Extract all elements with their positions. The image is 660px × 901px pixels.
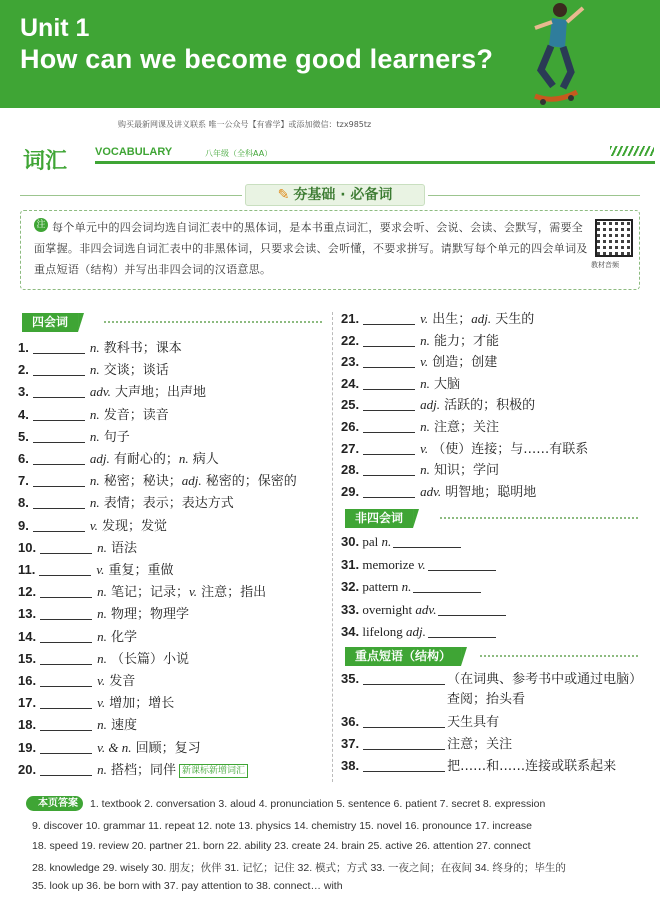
item-meaning: 秘密的；保密的 [201, 474, 297, 490]
item-meaning: 创造；创建 [428, 355, 498, 371]
item-number: 8. [18, 495, 29, 511]
part-of-speech: adv. [415, 601, 437, 617]
item-number: 33. [341, 601, 360, 617]
item-number: 19. [18, 739, 37, 755]
column-divider [332, 312, 333, 782]
vocab-item [18, 760, 248, 780]
english-word: memorize [359, 556, 418, 572]
top-note: 购买最新网课及讲义联系 唯一公众号【有睿学】或添加微信：tzx985tz [118, 120, 372, 129]
answer-blank[interactable] [363, 463, 415, 476]
item-number: 35. [341, 671, 360, 686]
item-number: 24. [341, 375, 360, 391]
vocab-item [18, 649, 189, 669]
phrase-item-continued: 查阅；抬头看 [447, 692, 526, 707]
item-number: 29. [341, 483, 360, 499]
item-number: 16. [18, 673, 37, 688]
item-meaning: 知识；学问 [429, 463, 499, 479]
vocab-header-cn: 词汇 [23, 149, 68, 174]
item-meaning: 注意；关注 [447, 737, 513, 752]
item-separator: ； [165, 452, 179, 467]
part-of-speech: n. [97, 650, 107, 666]
vocab-item [341, 374, 460, 394]
answer-blank[interactable] [33, 363, 85, 376]
vocab-item [18, 671, 135, 691]
part-of-speech: v. [417, 556, 426, 572]
item-meaning: 能力；才能 [429, 333, 499, 349]
answer-blank[interactable] [363, 759, 445, 772]
answer-blank[interactable] [40, 763, 92, 776]
answer-blank[interactable] [40, 607, 92, 620]
item-number: 21. [341, 311, 360, 326]
answer-blank[interactable] [363, 715, 445, 728]
vocab-item [341, 460, 499, 480]
title-rule-left [20, 195, 242, 196]
note-badge: 注 [34, 218, 48, 232]
part-of-speech: n. [420, 332, 430, 348]
answer-blank[interactable] [33, 341, 85, 354]
part-of-speech: v. [96, 562, 105, 577]
header-stripes [610, 146, 654, 156]
part-of-speech: v. & n. [97, 739, 132, 755]
part-of-speech: adj. [420, 397, 440, 413]
item-meaning: 秘密；秘诀 [99, 474, 169, 490]
part-of-speech: v. [420, 354, 429, 370]
vocab-item [18, 360, 169, 380]
part-of-speech: n. [401, 579, 412, 594]
unit-title: How can we become good learners? [20, 44, 494, 74]
item-number: 28. [341, 462, 360, 478]
vocab-item [18, 338, 182, 358]
answer-blank[interactable] [40, 541, 92, 554]
answer-blank[interactable] [393, 535, 461, 548]
item-meaning: 发音；读音 [99, 407, 169, 423]
answer-blank[interactable] [40, 585, 92, 598]
new-word-tag: 新课标新增词汇 [179, 764, 248, 778]
qr-label: 教材音频 [591, 261, 619, 269]
phrase-item [341, 756, 616, 776]
answer-blank[interactable] [33, 385, 85, 398]
vocab-item [341, 482, 536, 502]
item-meaning: 速度 [106, 718, 137, 734]
item-meaning: 教科书；课本 [99, 341, 182, 356]
answer-blank[interactable] [33, 496, 85, 509]
item-number: 10. [18, 539, 37, 555]
item-number: 7. [18, 473, 29, 489]
item-number: 9. [18, 517, 29, 533]
item-number: 22. [341, 332, 360, 348]
phrase-item [341, 669, 642, 689]
answer-blank[interactable] [33, 452, 85, 465]
item-number: 27. [341, 440, 360, 456]
item-meaning: 明智地；聪明地 [441, 484, 537, 500]
part-of-speech: n. [178, 451, 189, 466]
item-number: 32. [341, 579, 360, 594]
item-number: 13. [18, 606, 37, 622]
vocab-item [341, 395, 535, 415]
unit-number: Unit 1 [20, 14, 90, 42]
item-meaning: 天生的 [491, 312, 535, 327]
answer-blank[interactable] [363, 312, 415, 325]
instructions-box [20, 210, 640, 290]
dotted-rule [104, 321, 322, 323]
vocab-item [18, 493, 234, 513]
part-of-speech: n. [89, 428, 100, 444]
answer-key [26, 795, 646, 895]
part-of-speech: n. [89, 473, 100, 489]
vocab-item [18, 604, 189, 624]
item-meaning: （长篇）小说 [106, 651, 189, 667]
answer-blank[interactable] [413, 580, 481, 593]
vocab-item [18, 627, 137, 647]
answer-line: 28. knowledge 29. wisely 30. 朋友；伙伴 31. 记忆；记住 32. 模式；方式 33. 一夜之间；在夜间 34. 终身的；毕生的 [32, 862, 566, 874]
english-word: pattern [359, 579, 402, 594]
answer-line: 9. discover 10. grammar 11. repeat 12. note 13. physics 14. chemistry 15. novel 16. pronounce 17. increase [32, 820, 533, 832]
qr-code-icon[interactable] [595, 219, 633, 257]
item-number: 25. [341, 397, 360, 413]
part-of-speech: n. [97, 606, 107, 622]
answer-line: 1. textbook 2. conversation 3. aloud 4. pronunciation 5. sentence 6. patient 7. secret 8. expression [90, 798, 546, 810]
non-four-item [341, 622, 498, 642]
part-of-speech: n. [420, 419, 430, 434]
vocab-item [18, 715, 137, 735]
item-meaning: 笔记；记录 [106, 585, 176, 601]
part-of-speech: n. [97, 717, 107, 733]
part-of-speech: adj. [471, 311, 492, 326]
part-of-speech: adj. [89, 451, 110, 466]
answer-blank[interactable] [363, 672, 445, 685]
item-meaning: 注意；指出 [197, 585, 267, 601]
part-of-speech: n. [97, 628, 107, 644]
item-meaning: 大脑 [429, 376, 460, 392]
item-number: 4. [18, 406, 29, 422]
item-meaning: 回顾；复习 [131, 740, 201, 756]
vocab-item [18, 449, 219, 469]
part-of-speech: n. [97, 584, 107, 600]
instructions-text: 每个单元中的四会词均选自词汇表中的黑体词，是本书重点词汇，要求会听、会说、会读、会默写，需要全面掌握。非四会词选自词汇表中的非黑体词，只要求会读、会听懂，不要求拼写。请默写每个单元的四会单词及重点短语（结构）并写出非四会词的汉语意思。 [34, 221, 588, 276]
answer-blank[interactable] [438, 603, 506, 616]
section-title [245, 184, 425, 206]
answer-blank[interactable] [33, 474, 85, 487]
item-meaning: 语法 [106, 540, 137, 556]
part-of-speech: v. [97, 673, 106, 688]
non-four-item [341, 600, 508, 620]
item-meaning: 天生具有 [447, 715, 500, 730]
vocab-header-en: VOCABULARY [95, 146, 173, 158]
item-meaning: 物理；物理学 [106, 607, 189, 623]
answer-blank[interactable] [363, 334, 415, 347]
vocab-header-sub: 八年级（全科AA） [205, 149, 273, 158]
part-of-speech: v. [188, 584, 198, 600]
item-number: 11. [18, 562, 36, 577]
answer-blank[interactable] [363, 377, 415, 390]
answer-blank[interactable] [40, 630, 92, 643]
item-number: 38. [341, 758, 360, 773]
answer-blank[interactable] [40, 652, 92, 665]
item-number: 31. [341, 556, 360, 572]
item-number: 1. [18, 340, 29, 355]
answer-blank[interactable] [40, 741, 92, 754]
part-of-speech: adj. [181, 473, 202, 489]
item-number: 3. [18, 384, 29, 400]
non-four-item [341, 555, 498, 575]
title-rule-right [428, 195, 640, 196]
item-number: 30. [341, 534, 360, 549]
item-number: 36. [341, 714, 360, 729]
answer-line: 18. speed 19. review 20. partner 21. born 22. ability 23. create 24. brain 25. active 26. attention 27. connect [32, 840, 531, 852]
item-meaning: 病人 [188, 452, 219, 467]
item-number: 37. [341, 736, 360, 751]
vocab-item [18, 516, 167, 536]
answer-blank[interactable] [39, 563, 91, 576]
part-of-speech: n. [97, 539, 107, 555]
answer-blank[interactable] [33, 519, 85, 532]
item-meaning: 注意；关注 [429, 420, 499, 435]
vocab-item [18, 560, 174, 580]
item-meaning: 搭档；同伴 [106, 762, 176, 778]
item-separator: ； [175, 585, 189, 601]
answer-blank[interactable] [40, 718, 92, 731]
item-meaning: 句子 [99, 429, 130, 445]
item-number: 6. [18, 451, 29, 466]
unit-banner [0, 0, 660, 108]
vocab-item [18, 738, 201, 758]
vocab-item [18, 582, 266, 602]
vocab-item [341, 352, 497, 372]
non-four-item [341, 532, 463, 552]
tag-four-skill: 四会词 [22, 313, 78, 332]
vocab-item [18, 538, 137, 558]
item-meaning: 活跃的；积极的 [439, 398, 536, 414]
item-number: 12. [18, 584, 37, 600]
answer-blank[interactable] [428, 558, 496, 571]
item-separator: ； [458, 312, 472, 327]
item-meaning: 发音 [105, 674, 136, 689]
item-meaning: 发现；发觉 [97, 518, 168, 534]
item-number: 2. [18, 362, 29, 378]
tag-phrases: 重点短语（结构） [345, 647, 461, 666]
item-number: 20. [18, 761, 37, 777]
item-meaning: 化学 [106, 629, 137, 645]
item-meaning: 把……和……连接或联系起来 [447, 759, 617, 774]
part-of-speech: adv. [420, 483, 442, 499]
header-rule [95, 161, 655, 164]
vocab-item [18, 471, 297, 491]
item-meaning: （在词典、参考书中或通过电脑） [447, 672, 643, 687]
vocab-item [18, 405, 169, 425]
item-meaning: 出生 [428, 312, 459, 327]
answer-blank[interactable] [363, 737, 445, 750]
item-meaning: 大声地；出声地 [110, 385, 207, 401]
part-of-speech: n. [89, 362, 100, 378]
vocab-item [341, 439, 588, 459]
part-of-speech: v. [420, 440, 429, 456]
part-of-speech: n. [89, 495, 100, 511]
item-number: 23. [341, 354, 360, 370]
answer-blank[interactable] [33, 430, 85, 443]
part-of-speech: v. [89, 517, 98, 533]
item-number: 26. [341, 419, 360, 434]
part-of-speech: v. [97, 695, 106, 711]
phrase-item [341, 734, 512, 754]
vocab-item [18, 382, 206, 402]
item-meaning: 交谈；谈话 [99, 363, 169, 379]
vocab-item [18, 427, 130, 447]
answer-blank[interactable] [363, 398, 415, 411]
vocab-item [341, 417, 499, 437]
vocab-item [341, 309, 534, 329]
part-of-speech: n. [381, 534, 392, 549]
item-number: 15. [18, 650, 37, 666]
skateboarder-illustration [505, 0, 595, 108]
answer-blank[interactable] [40, 674, 92, 687]
answer-blank[interactable] [40, 696, 92, 709]
answer-line: 35. look up 36. be born with 37. pay attention to 38. connect… with [32, 880, 343, 892]
item-separator: ； [168, 474, 182, 490]
answer-blank[interactable] [363, 485, 415, 498]
part-of-speech: adv. [89, 384, 111, 400]
tag-non-four-skill: 非四会词 [345, 509, 413, 528]
item-number: 14. [18, 628, 37, 644]
vocabulary-header [15, 140, 645, 176]
vocab-item [18, 693, 174, 713]
item-meaning: 增加；增长 [105, 696, 175, 712]
part-of-speech: n. [420, 375, 430, 391]
item-meaning: 表情；表示；表达方式 [99, 496, 234, 512]
english-word: pal [359, 534, 382, 549]
item-meaning: （使）连接；与……有联系 [428, 441, 589, 457]
answer-blank[interactable] [428, 625, 496, 638]
part-of-speech: n. [420, 462, 430, 478]
english-word: overnight [359, 601, 416, 617]
item-number: 18. [18, 717, 37, 733]
item-number: 5. [18, 428, 29, 444]
non-four-item [341, 577, 483, 597]
answer-key-label: 本页答案 [26, 796, 83, 811]
item-number: 34. [341, 624, 360, 639]
part-of-speech: v. [420, 311, 429, 326]
part-of-speech: n. [97, 761, 107, 777]
english-word: lifelong [359, 624, 407, 639]
part-of-speech: n. [89, 340, 100, 355]
pencil-icon: ✎ [277, 187, 290, 203]
item-meaning: 重复；重做 [104, 563, 174, 578]
item-number: 17. [18, 695, 37, 711]
answer-blank[interactable] [33, 408, 85, 421]
answer-blank[interactable] [363, 355, 415, 368]
phrase-item [341, 712, 499, 732]
dotted-rule [440, 517, 638, 519]
item-meaning: 有耐心的 [109, 452, 166, 467]
part-of-speech: n. [89, 406, 100, 422]
section-title-text: 夯基础 · 必备词 [293, 187, 393, 203]
answer-blank[interactable] [363, 442, 415, 455]
answer-blank[interactable] [363, 420, 415, 433]
vocab-item [341, 331, 499, 351]
part-of-speech: adj. [406, 624, 426, 639]
dotted-rule [480, 655, 638, 657]
